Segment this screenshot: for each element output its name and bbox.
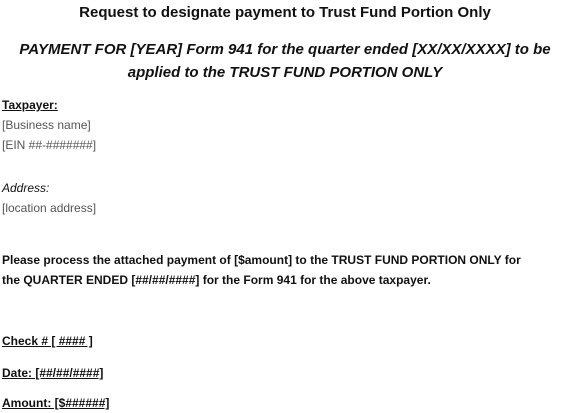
address-label: Address: — [2, 181, 50, 195]
location-address-field: [location address] — [2, 201, 97, 215]
instruction-line-2: the QUARTER ENDED [##/##/####] for the Form 941 for the above taxpayer. — [2, 273, 431, 287]
amount-field: Amount: [$######] — [2, 396, 110, 410]
taxpayer-label: Taxpayer: — [2, 98, 58, 112]
subtitle-line-1: PAYMENT FOR [YEAR] Form 941 for the quarter ended [XX/XX/XXXX] to be — [19, 41, 551, 58]
payment-instruction — [2, 250, 568, 290]
instruction-line-1: Please process the attached payment of [$amount] to the TRUST FUND PORTION ONLY for — [2, 253, 521, 267]
check-number-field: Check # [ #### ] — [2, 334, 93, 348]
business-name-field: [Business name] — [2, 118, 91, 132]
document-title: Request to designate payment to Trust Fund Portion Only — [79, 4, 491, 21]
ein-field: [EIN ##-#######] — [2, 138, 97, 152]
date-field: Date: [##/##/####] — [2, 366, 104, 380]
document-subtitle — [0, 38, 570, 84]
subtitle-line-2: applied to the TRUST FUND PORTION ONLY — [127, 64, 443, 81]
